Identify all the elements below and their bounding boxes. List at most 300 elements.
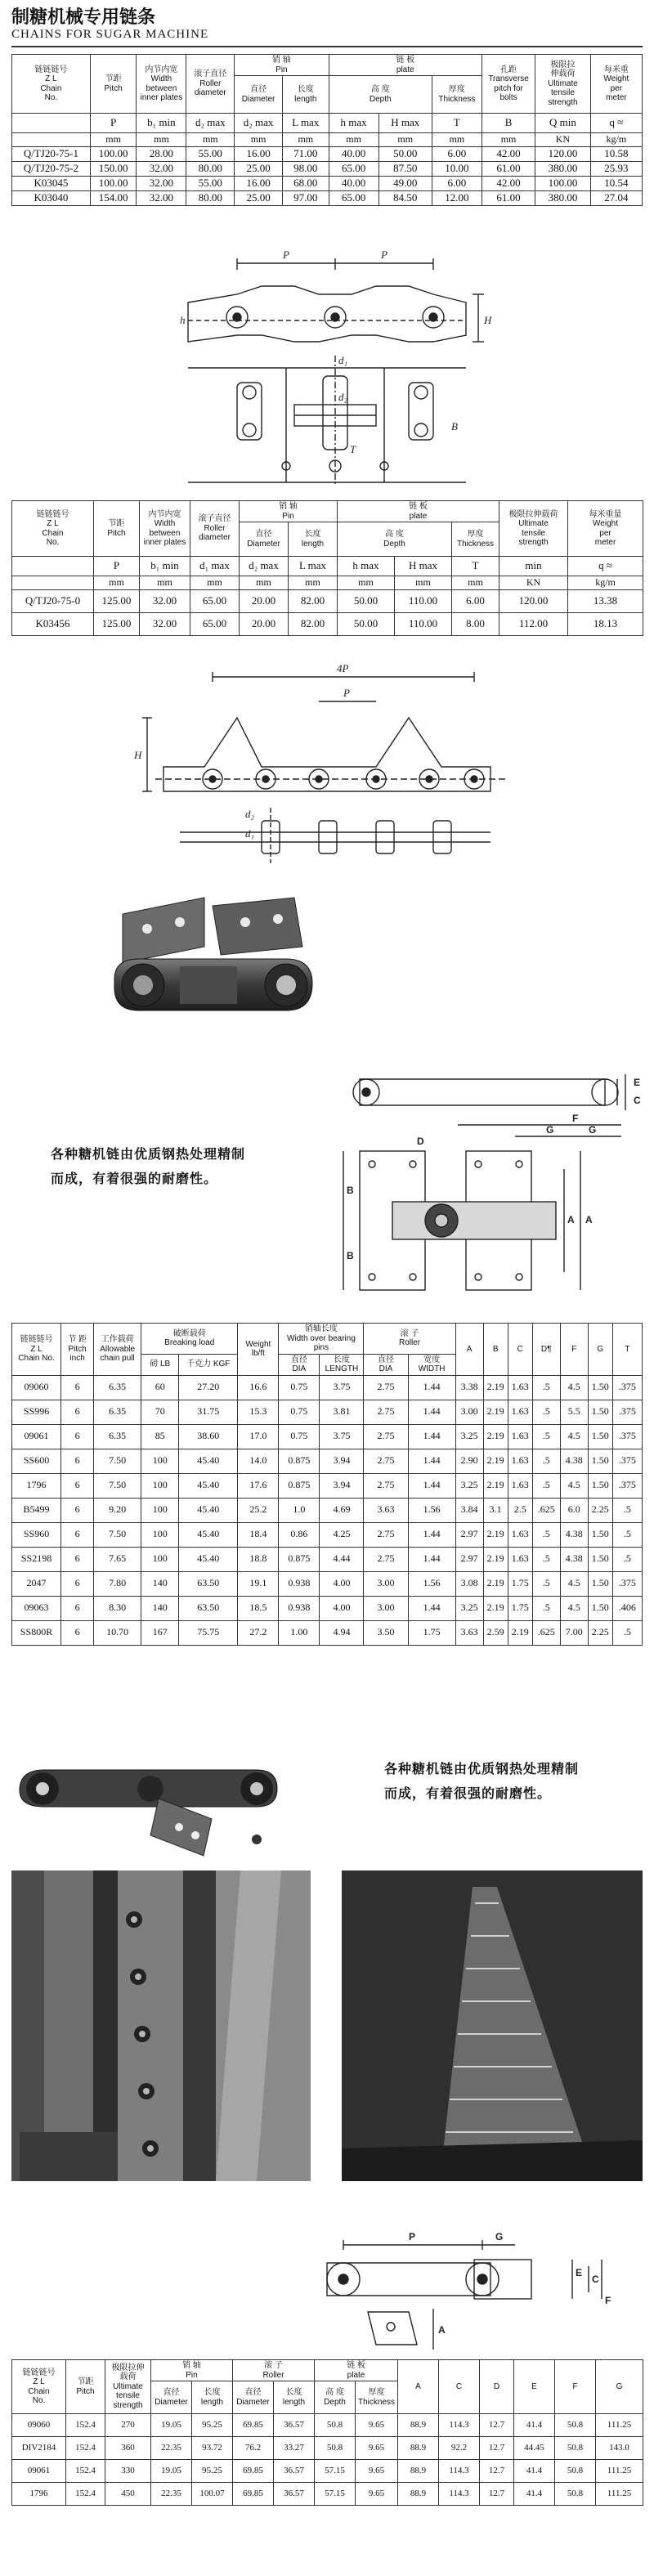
unit-row: mm mm mm mm mm mm mm mm mm KN kg/m: [12, 133, 643, 147]
table-row: [12, 1596, 643, 1620]
table-cell: 2.19: [483, 1522, 508, 1547]
table-row: [12, 1498, 643, 1522]
col-pitch-header: 节 距 Pitch inch: [61, 1324, 94, 1376]
table-cell: .5: [612, 1522, 642, 1547]
table-cell: 1.50: [588, 1571, 612, 1596]
table-cell: 22.35: [151, 2483, 192, 2506]
table-cell: 92.2: [439, 2437, 480, 2460]
table-cell: 1.50: [588, 1424, 612, 1449]
product-note-1: 各种糖机链由优质钢热处理精制 而成，有着很强的耐磨性。: [51, 1148, 246, 1187]
table-cell: 70: [141, 1400, 179, 1424]
label-pitch: P: [409, 2231, 416, 2242]
table-cell: 09061: [12, 1424, 61, 1449]
table-cell: 7.00: [560, 1620, 588, 1645]
label-C: C: [634, 1095, 641, 1106]
col-width-header: 内节内宽 Width between inner plates: [137, 55, 186, 114]
table-cell: 16.6: [238, 1375, 279, 1400]
label-D: D: [417, 1136, 424, 1147]
table-row: K03456 125.00 32.00 65.00 20.00 82.00 50.00 110.00 8.00 112.00 18.13: [12, 612, 643, 635]
table-cell: 0.86: [279, 1522, 320, 1547]
table-cell: 1.44: [408, 1375, 455, 1400]
table-cell: 2.75: [364, 1424, 408, 1449]
table-cell: 12.7: [480, 2437, 514, 2460]
table-cell: 2.19: [508, 1620, 532, 1645]
col-roller-width-header: 宽度 WIDTH: [408, 1354, 455, 1375]
table-cell: 4.38: [560, 1522, 588, 1547]
table-cell: 6.35: [94, 1424, 141, 1449]
col-D-header: D: [480, 2360, 514, 2414]
table-cell: 0.938: [279, 1571, 320, 1596]
table-cell: 152.4: [66, 2414, 105, 2437]
table-cell: 4.38: [560, 1547, 588, 1571]
table-cell: 17.6: [238, 1473, 279, 1498]
label-E: E: [634, 1077, 641, 1088]
table-cell: 100: [141, 1473, 179, 1498]
label-H: H: [484, 314, 492, 326]
table-cell: SS800R: [12, 1620, 61, 1645]
table-cell: 2.97: [455, 1522, 483, 1547]
col-E-header: E: [514, 2360, 555, 2414]
table-cell: SS600: [12, 1449, 61, 1473]
col-strength-header: 极限拉伸 载荷 Ultimate tensile strength: [105, 2360, 151, 2414]
col-work-header: 工作载荷 Allowable chain pull: [94, 1324, 141, 1376]
table-cell: 111.25: [596, 2483, 643, 2506]
col-roller-header: 滚子直径 Roller diameter: [186, 55, 235, 114]
table-cell: .375: [612, 1449, 642, 1473]
table-row: [12, 2414, 643, 2437]
table-cell: 3.63: [455, 1620, 483, 1645]
table-cell: .5: [532, 1596, 560, 1620]
table-cell: 1.63: [508, 1400, 532, 1424]
table-cell: 6.35: [94, 1375, 141, 1400]
table-cell: 2.75: [364, 1400, 408, 1424]
table-cell: 2.19: [483, 1424, 508, 1449]
table-row: Q/TJ20-75-1 100.00 28.00 55.00 16.00 71.00 40.00 50.00 6.00 42.00 120.00 10.58: [12, 146, 643, 161]
col-hole-header: 孔距 Transverse pitch for bolts: [482, 55, 535, 114]
table-cell: 19.05: [151, 2460, 192, 2483]
table-cell: 450: [105, 2483, 151, 2506]
col-weight-header: Weight lb/ft: [238, 1324, 279, 1376]
table-cell: 270: [105, 2414, 151, 2437]
table-cell: 100: [141, 1547, 179, 1571]
table-cell: 4.5: [560, 1596, 588, 1620]
title-divider: [11, 46, 643, 47]
table-cell: 1.50: [588, 1547, 612, 1571]
table-cell: SS996: [12, 1400, 61, 1424]
col-G-header: G: [596, 2360, 643, 2414]
col-pin-dia-header: 直径 DIA: [279, 1354, 320, 1375]
table-cell: 2.19: [483, 1547, 508, 1571]
table-cell: 100: [141, 1498, 179, 1522]
table-cell: 1.50: [588, 1449, 612, 1473]
table-cell: .5: [612, 1620, 642, 1645]
table-row: Q/TJ20-75-2 150.00 32.00 80.00 25.00 98.00 65.00 87.50 10.00 61.00 380.00 25.93: [12, 161, 643, 176]
table-cell: .5: [532, 1473, 560, 1498]
table-cell: 14.0: [238, 1449, 279, 1473]
table-cell: 1796: [12, 1473, 61, 1498]
col-roller-header: 滚子直径 Roller diameter: [190, 501, 240, 557]
table-cell: 1.0: [279, 1498, 320, 1522]
table-cell: 45.40: [179, 1449, 238, 1473]
table-cell: 15.3: [238, 1400, 279, 1424]
table-cell: .375: [612, 1424, 642, 1449]
col-chain-header: 链链链号 Z L Chain No.: [12, 501, 94, 557]
table-cell: 2.90: [455, 1449, 483, 1473]
col-pin-header: 销轴长度 Width over bearing pins: [279, 1324, 364, 1355]
table-cell: 0.75: [279, 1400, 320, 1424]
col-A-header: A: [398, 2360, 439, 2414]
table-cell: 93.72: [192, 2437, 233, 2460]
col-strength-header: 极限拉伸载荷 Ultimate tensile strength: [499, 501, 568, 557]
table-cell: 6.35: [94, 1400, 141, 1424]
table-cell: SS960: [12, 1522, 61, 1547]
table-cell: 6: [61, 1522, 94, 1547]
table-cell: 4.69: [320, 1498, 364, 1522]
col-D-header: D¶: [532, 1324, 560, 1376]
table-cell: .5: [532, 1522, 560, 1547]
table-cell: 1.50: [588, 1522, 612, 1547]
table-cell: 50.8: [555, 2460, 596, 2483]
col-break-kgf-header: 千克力 KGF: [179, 1354, 238, 1375]
table-cell: 4.38: [560, 1449, 588, 1473]
unit-row: mm mm mm mm mm mm mm mm KN kg/m: [12, 576, 643, 590]
table-cell: 1.63: [508, 1522, 532, 1547]
table-cell: .375: [612, 1473, 642, 1498]
table-cell: 45.40: [179, 1547, 238, 1571]
table-cell: 152.4: [66, 2460, 105, 2483]
table-cell: 0.938: [279, 1596, 320, 1620]
table-cell: 2.75: [364, 1375, 408, 1400]
table-cell: 88.9: [398, 2437, 439, 2460]
label-T: T: [350, 443, 356, 455]
col-A-header: A: [455, 1324, 483, 1376]
table-cell: 3.75: [320, 1375, 364, 1400]
table-row: [12, 1620, 643, 1645]
col-plate-thickness-header: 厚度 Thickness: [452, 522, 499, 557]
label-F: F: [572, 1113, 579, 1124]
table-cell: B5499: [12, 1498, 61, 1522]
table-cell: 3.63: [364, 1498, 408, 1522]
table-cell: 4.5: [560, 1571, 588, 1596]
table-cell: 12.7: [480, 2414, 514, 2437]
col-pin-length-header: 长度 length: [289, 522, 338, 557]
table-cell: 6: [61, 1473, 94, 1498]
symbol-row: P b₁ min d₂ max d₂ max L max h max H max T B Q min q ≈: [12, 114, 643, 133]
label-pitch: P: [381, 249, 387, 261]
col-C-header: C: [439, 2360, 480, 2414]
col-pin-len-header: 长度 LENGTH: [320, 1354, 364, 1375]
table-cell: 2.25: [588, 1498, 612, 1522]
label-d2: d₂: [338, 391, 348, 403]
table-cell: 111.25: [596, 2460, 643, 2483]
table-cell: 2.19: [483, 1400, 508, 1424]
table-cell: 63.50: [179, 1596, 238, 1620]
table-cell: 6: [61, 1424, 94, 1449]
table-cell: 3.08: [455, 1571, 483, 1596]
col-roller-header: 滚 子 Roller: [364, 1324, 455, 1355]
machine-chain-photo-left: [11, 1870, 311, 2181]
table-cell: .5: [532, 1424, 560, 1449]
table-cell: 9.65: [356, 2437, 398, 2460]
table-cell: .5: [612, 1498, 642, 1522]
table-cell: 2047: [12, 1571, 61, 1596]
table-cell: .375: [612, 1571, 642, 1596]
table-cell: 114.3: [439, 2483, 480, 2506]
table-row: [12, 1424, 643, 1449]
table-cell: 100: [141, 1522, 179, 1547]
label-E: E: [576, 2267, 583, 2278]
table-cell: 1.44: [408, 1522, 455, 1547]
table-cell: .375: [612, 1400, 642, 1424]
table-cell: 33.27: [274, 2437, 315, 2460]
table-cell: 3.25: [455, 1596, 483, 1620]
chain-drawing-1: [164, 245, 490, 491]
col-plate-thickness-header: 厚度 Thickness: [356, 2381, 398, 2414]
table4-body: [12, 2414, 643, 2506]
table-cell: 57.15: [315, 2483, 356, 2506]
table-cell: .5: [532, 1449, 560, 1473]
col-pitch-header: 节距 Pitch: [66, 2360, 105, 2414]
table-row: [12, 1522, 643, 1547]
table-cell: 1.63: [508, 1473, 532, 1498]
table-cell: 3.81: [320, 1400, 364, 1424]
table-cell: 69.85: [233, 2460, 274, 2483]
label-h: h: [180, 314, 186, 326]
table-cell: 0.875: [279, 1449, 320, 1473]
table-cell: 2.19: [483, 1571, 508, 1596]
col-plate-thickness-header: 厚度 Thickness: [432, 76, 482, 114]
table-cell: 7.50: [94, 1473, 141, 1498]
conveyor-photo-right: [342, 1870, 643, 2181]
table-cell: 75.75: [179, 1620, 238, 1645]
table-row: [12, 1449, 643, 1473]
table-cell: 2.59: [483, 1620, 508, 1645]
col-pin-header: 销 轴 Pin: [240, 501, 338, 522]
chain-drawing-2: [131, 661, 523, 865]
table-cell: .375: [612, 1375, 642, 1400]
label-G: G: [495, 2231, 504, 2242]
table-cell: .5: [532, 1547, 560, 1571]
table-cell: 4.00: [320, 1596, 364, 1620]
table-cell: 7.65: [94, 1547, 141, 1571]
table-cell: 18.8: [238, 1547, 279, 1571]
col-roller-header: 滚 子 Roller: [233, 2360, 315, 2381]
table-cell: 6: [61, 1498, 94, 1522]
table-cell: 1.50: [588, 1473, 612, 1498]
table-cell: 50.8: [315, 2437, 356, 2460]
table-cell: 3.75: [320, 1424, 364, 1449]
table-cell: 2.97: [455, 1547, 483, 1571]
table-cell: 36.57: [274, 2460, 315, 2483]
table-cell: 1.75: [508, 1571, 532, 1596]
table-cell: 09063: [12, 1596, 61, 1620]
table-cell: 69.85: [233, 2414, 274, 2437]
table-cell: 3.00: [455, 1400, 483, 1424]
table-cell: 4.5: [560, 1375, 588, 1400]
col-chain-header: 链链链号 Z L Chain No.: [12, 1324, 61, 1376]
table-cell: 19.05: [151, 2414, 192, 2437]
table-cell: 41.4: [514, 2414, 555, 2437]
table-row: [12, 2483, 643, 2506]
table-cell: 3.38: [455, 1375, 483, 1400]
product-note-2: 各种糖机链由优质钢热处理精制 而成，有着很强的耐磨性。: [384, 1763, 580, 1802]
col-B-header: B: [483, 1324, 508, 1376]
table-cell: 1.56: [408, 1571, 455, 1596]
table-cell: 4.44: [320, 1547, 364, 1571]
label-pitch: P: [283, 249, 289, 261]
table-cell: 100: [141, 1449, 179, 1473]
table-cell: 1.63: [508, 1449, 532, 1473]
table-cell: 143.0: [596, 2437, 643, 2460]
table-cell: 1.44: [408, 1449, 455, 1473]
table-cell: 3.94: [320, 1473, 364, 1498]
table-cell: 1.63: [508, 1424, 532, 1449]
col-pin-header: 销 轴 Pin: [151, 2360, 233, 2381]
col-chain-header: 链链链号 Z L Chain No.: [12, 2360, 66, 2414]
col-pin-diameter-header: 直径 Diameter: [235, 76, 283, 114]
table-cell: 1.44: [408, 1400, 455, 1424]
table-cell: 36.57: [274, 2483, 315, 2506]
table-row: [12, 1375, 643, 1400]
table-cell: 44.45: [514, 2437, 555, 2460]
col-plate-depth-header: 高 度 Depth: [329, 76, 432, 114]
table-cell: 18.5: [238, 1596, 279, 1620]
table-cell: 6: [61, 1375, 94, 1400]
table-cell: 360: [105, 2437, 151, 2460]
table-cell: 0.75: [279, 1375, 320, 1400]
col-pin-diameter-header: 直径 Diameter: [151, 2381, 192, 2414]
table-cell: 100.07: [192, 2483, 233, 2506]
table3-body: [12, 1375, 643, 1645]
table-cell: 50.8: [555, 2483, 596, 2506]
page-subtitle: CHAINS FOR SUGAR MACHINE: [11, 28, 209, 41]
table-cell: 3.25: [455, 1473, 483, 1498]
table-cell: 6: [61, 1547, 94, 1571]
table-cell: 9.65: [356, 2414, 398, 2437]
col-plate-depth-header: 高 度 Depth: [338, 522, 452, 557]
table-cell: 3.00: [364, 1571, 408, 1596]
label-A: A: [567, 1214, 575, 1225]
col-plate-depth-header: 高 度 Depth: [315, 2381, 356, 2414]
table-cell: 12.7: [480, 2483, 514, 2506]
table-cell: 9.65: [356, 2460, 398, 2483]
table-cell: 69.85: [233, 2483, 274, 2506]
table-cell: 2.19: [483, 1596, 508, 1620]
spec-table-3: [11, 1323, 643, 1646]
table-cell: 50.8: [555, 2437, 596, 2460]
label-B: B: [347, 1185, 354, 1196]
label-d1: d₁: [245, 827, 255, 840]
spec-table-1: [11, 54, 643, 206]
table-cell: 9.20: [94, 1498, 141, 1522]
table-cell: 9.65: [356, 2483, 398, 2506]
table-cell: 45.40: [179, 1473, 238, 1498]
col-C-header: C: [508, 1324, 532, 1376]
table-cell: 1.56: [408, 1498, 455, 1522]
table-cell: 1.50: [588, 1596, 612, 1620]
table-cell: 4.94: [320, 1620, 364, 1645]
table-cell: 1.44: [408, 1596, 455, 1620]
table-cell: 4.5: [560, 1473, 588, 1498]
table-cell: .5: [612, 1547, 642, 1571]
col-T-header: T: [612, 1324, 642, 1376]
symbol-row: P b₁ min d₁ max d₂ max L max h max H max T min q ≈: [12, 557, 643, 576]
table-cell: 12.7: [480, 2460, 514, 2483]
col-roller-dia-header: 直径 DIA: [364, 1354, 408, 1375]
table-cell: 167: [141, 1620, 179, 1645]
col-break-header: 破断载荷 Breaking load: [141, 1324, 238, 1355]
table-cell: 60: [141, 1375, 179, 1400]
table-cell: 2.19: [483, 1449, 508, 1473]
table-cell: 18.4: [238, 1522, 279, 1547]
label-B: B: [451, 420, 458, 432]
table-cell: 6: [61, 1620, 94, 1645]
table-cell: .625: [532, 1620, 560, 1645]
table-row: K03045 100.00 32.00 55.00 16.00 68.00 40.00 49.00 6.00 42.00 100.00 10.54: [12, 176, 643, 190]
table-cell: 4.5: [560, 1424, 588, 1449]
table-cell: 1.44: [408, 1547, 455, 1571]
table-cell: 1.50: [588, 1400, 612, 1424]
table-cell: 3.94: [320, 1449, 364, 1473]
label-pitch: P: [343, 687, 350, 699]
table-cell: .5: [532, 1375, 560, 1400]
col-break-lb-header: 磅 LB: [141, 1354, 179, 1375]
table-cell: SS2198: [12, 1547, 61, 1571]
label-A: A: [585, 1214, 593, 1225]
col-F-header: F: [560, 1324, 588, 1376]
table-cell: 50.8: [555, 2414, 596, 2437]
table-row: [12, 1547, 643, 1571]
col-pin-length-header: 长度 length: [282, 76, 329, 114]
table-cell: 0.75: [279, 1424, 320, 1449]
page-title: 制糖机械专用链条: [11, 7, 156, 27]
col-F-header: F: [555, 2360, 596, 2414]
table-cell: 95.25: [192, 2460, 233, 2483]
table-cell: 2.19: [483, 1375, 508, 1400]
col-pin-header: 销 轴 Pin: [235, 55, 329, 76]
label-G: G: [546, 1124, 554, 1136]
table-cell: 2.75: [364, 1449, 408, 1473]
table-cell: 0.875: [279, 1547, 320, 1571]
table-cell: 3.50: [364, 1620, 408, 1645]
table-cell: 7.80: [94, 1571, 141, 1596]
col-roller-length-header: 长度 length: [274, 2381, 315, 2414]
table-cell: 140: [141, 1571, 179, 1596]
table-cell: 76.2: [233, 2437, 274, 2460]
label-C: C: [592, 2274, 599, 2285]
table-cell: 6: [61, 1596, 94, 1620]
table-cell: 152.4: [66, 2483, 105, 2506]
table-cell: 2.5: [508, 1498, 532, 1522]
table-cell: 8.30: [94, 1596, 141, 1620]
chain-product-photo-1: [98, 881, 327, 1037]
table-cell: 09060: [12, 2414, 66, 2437]
col-plate-header: 链 板 plate: [338, 501, 499, 522]
table-row: Q/TJ20-75-0 125.00 32.00 65.00 20.00 82.00 50.00 110.00 6.00 120.00 13.38: [12, 589, 643, 612]
table-row: [12, 1473, 643, 1498]
table-row: K03040 154.00 32.00 80.00 25.00 97.00 65.00 84.50 12.00 61.00 380.00 27.04: [12, 190, 643, 205]
table-cell: 09061: [12, 2460, 66, 2483]
label-H: H: [134, 749, 142, 761]
table-cell: 3.25: [455, 1424, 483, 1449]
table-row: [12, 2460, 643, 2483]
table-cell: 45.40: [179, 1522, 238, 1547]
col-pitch-header: 节距 Pitch: [90, 55, 137, 114]
table-cell: 57.15: [315, 2460, 356, 2483]
table-cell: 2.75: [364, 1473, 408, 1498]
table-cell: 85: [141, 1424, 179, 1449]
table-cell: 7.50: [94, 1449, 141, 1473]
